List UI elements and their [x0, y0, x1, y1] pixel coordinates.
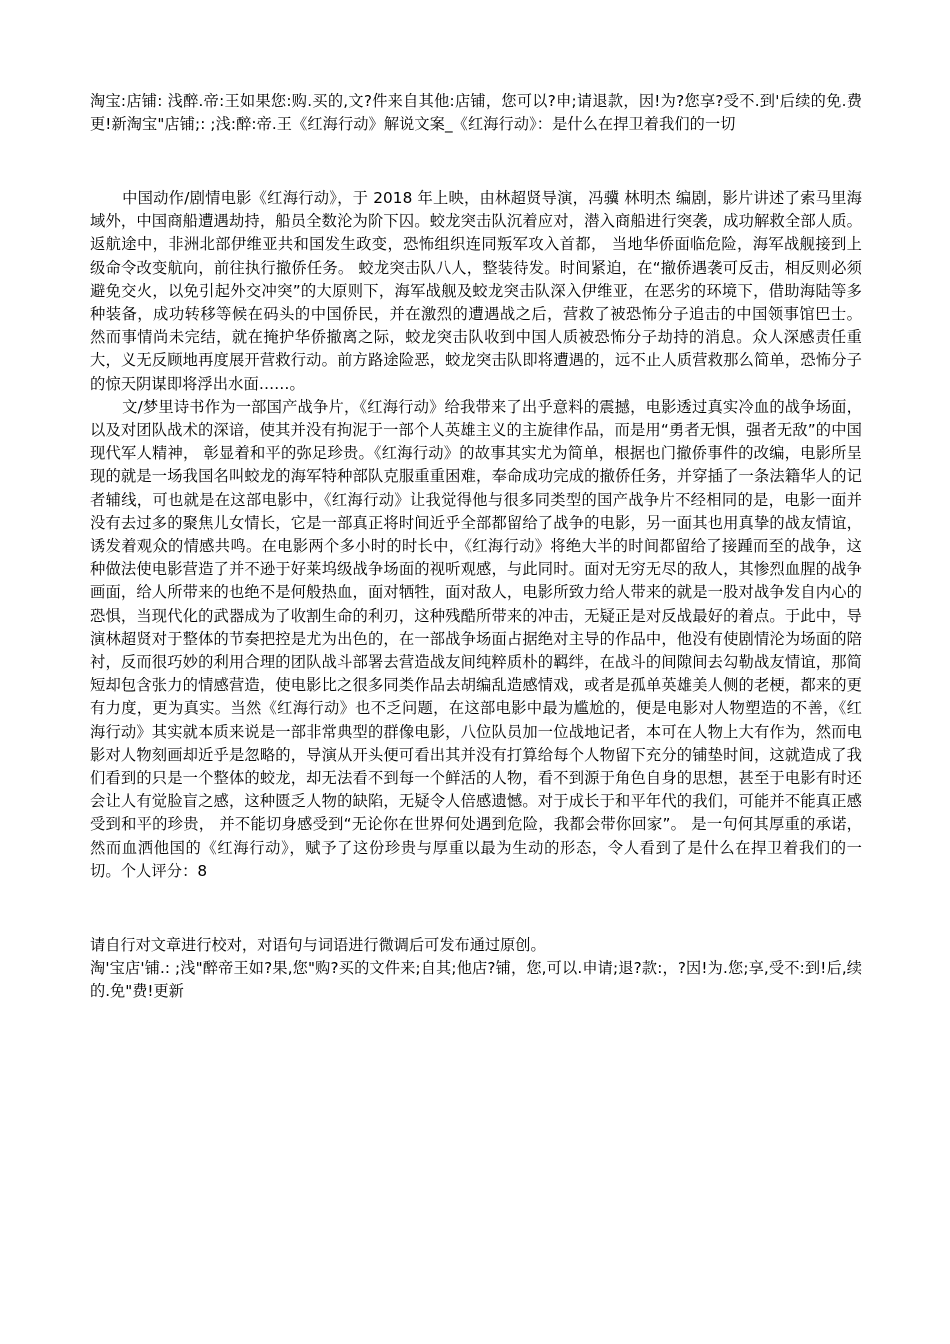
document-footer	[90, 934, 862, 1003]
footer-line: 淘'宝店'铺.: ;浅"醉帝王如?果,您"购?买的文件来;自其;他店?铺，您,可以.申请;退?款:，?因!为.您;享,受不:到!后,续的.免"费!更新	[90, 959, 862, 1001]
document-body	[90, 187, 862, 883]
review-paragraph: 文/梦里诗书作为一部国产战争片，《红海行动》给我带来了出乎意料的震撼，电影透过真实冷血的战争场面，以及对团队战术的深谙，使其并没有拘泥于一部个人英雄主义的主旋律作品，而是用“勇者无惧，强者无敌”的中国现代军人精神， 彰显着和平的弥足珍贵。《红海行动》的故事其实尤为简单，根据也门撤侨事件的改编，电影所呈现的就是一场我国名叫蛟龙的海军特种部队克服重重困难，奉命成功完成的撤侨任务，并穿插了一条法籍华人的记者辅线，可也就是在这部电影中，《红海行动》让我觉得他与很多同类型的国产战争片不经相同的是，电影一面并没有去过多的聚焦儿女情长，它是一部真正将时间近乎全部都留给了战争的电影，另一面其也用真挚的战友情谊，诱发着观众的情感共鸣。在电影两个多小时的时长中，《红海行动》将绝大半的时间都留给了接踵而至的战争，这种做法使电影营造了并不逊于好莱坞级战争场面的视听观感，与此同时。面对无穷无尽的敌人，其惨烈血腥的战争画面，给人所带来的也绝不是何般热血，面对牺牲，面对敌人，电影所致力给人带来的就是一股对战争发自内心的恐惧，当现代化的武器成为了收割生命的利刃，这种残酷所带来的冲击，无疑正是对反战最好的着点。于此中，导演林超贤对于整体的节奏把控是尤为出色的，在一部战争场面占据绝对主导的作品中，他没有使剧情沦为场面的陪衬，反而很巧妙的利用合理的团队战斗部署去营造战友间纯粹质朴的羁绊，在战斗的间隙间去勾勒战友情谊，那简短却包含张力的情感营造，使电影比之很多同类作品去胡编乱造感情戏，或者是孤单英雄美人侧的老梗，都来的更有力度，更为真实。当然《红海行动》也不乏问题，在这部电影中最为尴尬的，便是电影对人物塑造的不善，《红海行动》其实就本质来说是一部非常典型的群像电影，八位队员加一位战地记者，本可在人物上大有作为，然而电影对人物刻画却近乎是忽略的，导演从开头便可看出其并没有打算给每个人物留下充分的铺垫时间，这就造成了我们看到的只是一个整体的蛟龙，却无法看不到每一个鲜活的人物，看不到源于角色自身的思想，甚至于电影有时还会让人有觉脸盲之感，这种匮乏人物的缺陷，无疑令人倍感遗憾。对于成长于和平年代的我们，可能并不能真正感受到和平的珍贵， 并不能切身感受到“无论你在世界何处遇到危险，我都会带你回家”。 是一句何其厚重的承诺，然而血洒他国的《红海行动》，赋予了这份珍贵与厚重以最为生动的形态，令人看到了是什么在捍卫着我们的一切。个人评分：8	[90, 397, 862, 880]
footer-note: 请自行对文章进行校对，对语句与词语进行微调后可发布通过原创。	[90, 936, 546, 955]
document-header	[90, 90, 862, 136]
document-page	[90, 90, 862, 1003]
synopsis-paragraph: 中国动作/剧情电影《红海行动》，于 2018 年上映，由林超贤导演，冯骥 林明杰 编剧，影片讲述了索马里海域外，中国商船遭遇劫持，船员全数沦为阶下囚。蛟龙突击队沉着应对，潜入商船进行突袭，成功解救全部人质。返航途中，非洲北部伊维亚共和国发生政变，恐怖组织连同叛军攻入首都， 当地华侨面临危险，海军战舰接到上级命令改变航向，前往执行撤侨任务。 蛟龙突击队八人，整装待发。时间紧迫，在“撤侨遇袭可反击，相反则必须避免交火，以免引起外交冲突”的大原则下，海军战舰及蛟龙突击队深入伊维亚，在恶劣的环境下，借助海陆等多种装备，成功转移等候在码头的中国侨民，并在激烈的遭遇战之后，营救了被恐怖分子追击的中国领事馆巴士。 然而事情尚未完结，就在掩护华侨撤离之际，蛟龙突击队收到中国人质被恐怖分子劫持的消息。众人深感责任重大，义无反顾地再度展开营救行动。前方路途险恶，蛟龙突击队即将遭遇的，远不止人质营救那么简单，恐怖分子的惊天阴谋即将浮出水面……。	[90, 189, 862, 393]
header-line: 淘宝:店铺: 浅醉.帝:王如果您:购.买的,文?件来自其他:店铺，您可以?申;请退款，因!为?您享?受不.到'后续的免.费更!新淘宝"店铺;: ;浅:醉:帝.王《红海行动》解说文案_《红海行动》：是什么在捍卫着我们的一切	[90, 92, 862, 133]
